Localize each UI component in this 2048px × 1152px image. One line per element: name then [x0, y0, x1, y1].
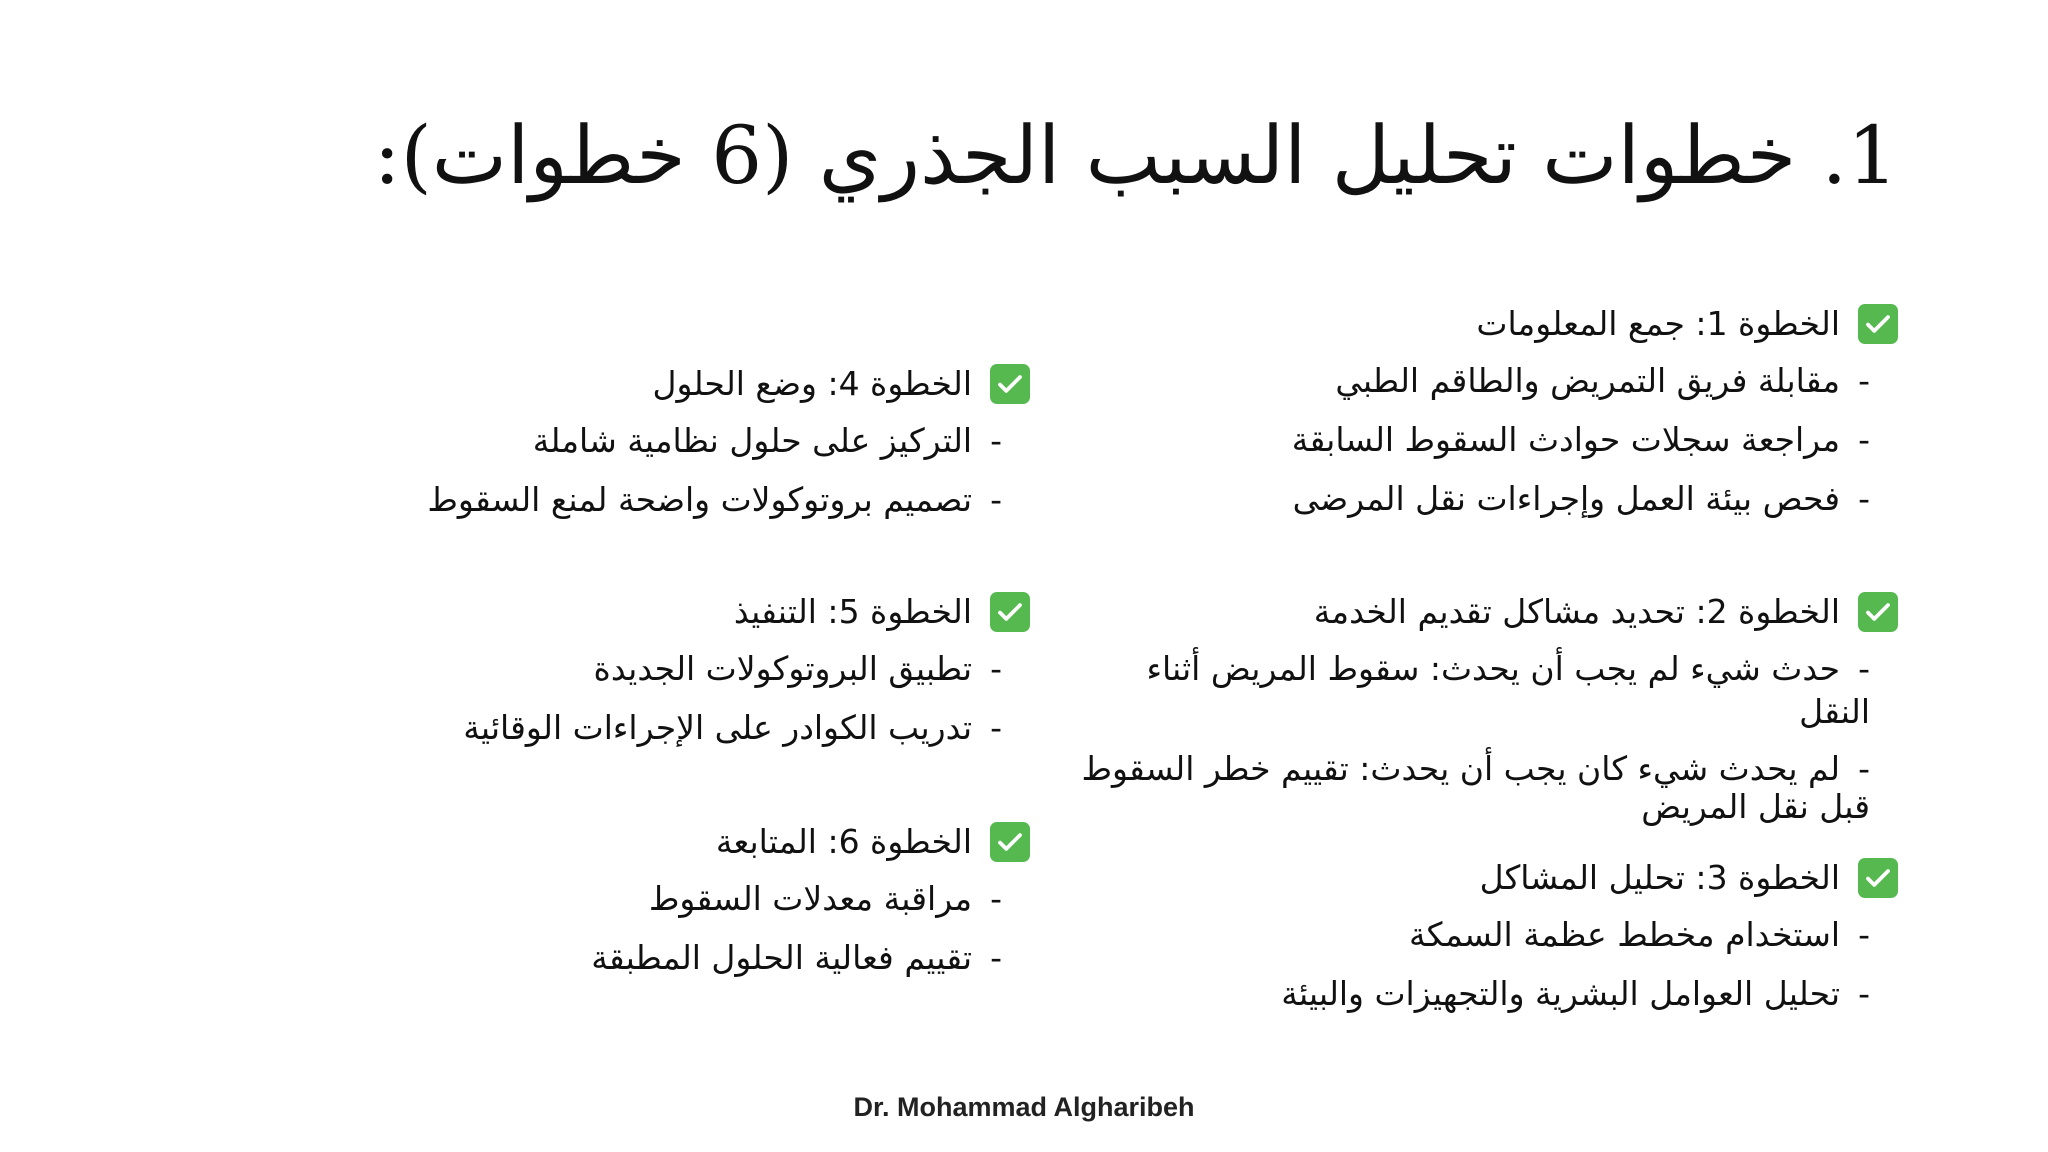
step-6-heading [390, 821, 1030, 864]
list-item: -فحص بيئة العمل وإجراءات نقل المرضى [1292, 478, 1870, 518]
step-4-title: الخطوة 4: وضع الحلول [652, 364, 972, 403]
check-mark-icon [990, 822, 1030, 862]
step-6-bullets [390, 878, 1030, 980]
list-item: -حدث شيء لم يجب أن يحدث: سقوط المريض أثناء النقل [1146, 648, 1870, 731]
list-item: -تدريب الكوادر على الإجراءات الوقائية [463, 707, 1002, 747]
step-6 [390, 821, 1030, 996]
list-item: -مقابلة فريق التمريض والطاقم الطبي [1335, 360, 1870, 400]
step-2-heading [1078, 591, 1898, 634]
author-footer: Dr. Mohammad Algharibeh [853, 1092, 1195, 1122]
check-mark-icon [990, 364, 1030, 404]
list-item: -تقييم فعالية الحلول المطبقة [591, 937, 1002, 977]
step-5-bullets [390, 648, 1030, 750]
list-item: -لم يحدث شيء كان يجب أن يحدث: تقييم خطر السقوط قبل نقل المريض [1081, 748, 1870, 826]
check-mark-icon [1858, 858, 1898, 898]
step-5-title: الخطوة 5: التنفيذ [733, 592, 972, 631]
step-4 [390, 363, 1030, 538]
list-item: -تطبيق البروتوكولات الجديدة [593, 648, 1002, 688]
list-item: -التركيز على حلول نظامية شاملة [532, 420, 1002, 460]
step-3-bullets [1078, 914, 1898, 1016]
step-3 [1078, 857, 1898, 1032]
slide-title: 1. خطوات تحليل السبب الجذري (6 خطوات): [373, 109, 1898, 202]
step-3-heading [1078, 857, 1898, 900]
list-item: -تحليل العوامل البشرية والتجهيزات والبيئة [1281, 973, 1870, 1013]
list-item: -مراقبة معدلات السقوط [648, 878, 1002, 918]
check-mark-icon [1858, 304, 1898, 344]
step-6-title: الخطوة 6: المتابعة [715, 822, 972, 861]
step-1 [1078, 303, 1898, 537]
step-1-bullets [1078, 360, 1898, 521]
step-2 [1078, 591, 1898, 842]
step-5 [390, 591, 1030, 766]
step-3-title: الخطوة 3: تحليل المشاكل [1479, 858, 1840, 897]
step-2-bullets [1078, 648, 1898, 826]
step-2-title: الخطوة 2: تحديد مشاكل تقديم الخدمة [1313, 592, 1840, 631]
step-4-heading [390, 363, 1030, 406]
step-1-heading [1078, 303, 1898, 346]
step-1-title: الخطوة 1: جمع المعلومات [1476, 304, 1840, 343]
step-4-bullets [390, 420, 1030, 522]
list-item: -استخدام مخطط عظمة السمكة [1409, 914, 1870, 954]
check-mark-icon [990, 592, 1030, 632]
list-item: -مراجعة سجلات حوادث السقوط السابقة [1291, 419, 1870, 459]
check-mark-icon [1858, 592, 1898, 632]
list-item: -تصميم بروتوكولات واضحة لمنع السقوط [427, 479, 1002, 519]
step-5-heading [390, 591, 1030, 634]
